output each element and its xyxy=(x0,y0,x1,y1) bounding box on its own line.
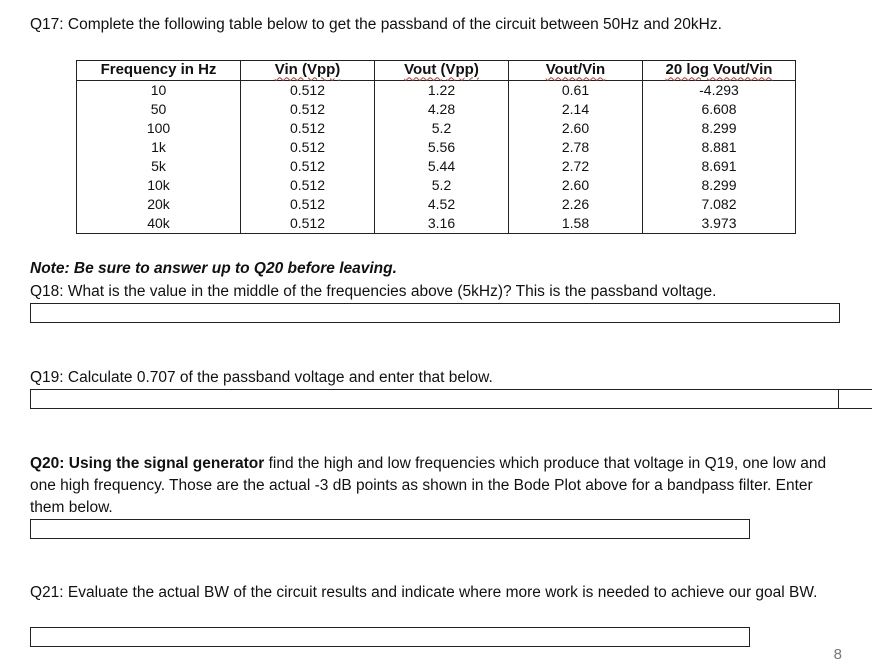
page-number: 8 xyxy=(833,646,842,663)
table-cell: 5.44 xyxy=(375,157,509,176)
table-cell: 10 xyxy=(77,81,241,101)
header-vout: Vout (Vpp) xyxy=(375,61,509,81)
table-row xyxy=(77,100,796,119)
table-cell: 0.512 xyxy=(241,100,375,119)
q19-answer-field[interactable] xyxy=(30,389,840,409)
question-17-text: Q17: Complete the following table below to get the passband of the circuit between 50Hz and 20kHz. xyxy=(30,16,722,33)
table-cell: 8.881 xyxy=(643,138,796,157)
table-cell: 6.608 xyxy=(643,100,796,119)
table-row xyxy=(77,176,796,195)
question-20-text xyxy=(30,453,850,519)
table-cell: -4.293 xyxy=(643,81,796,101)
table-row xyxy=(77,157,796,176)
header-db: 20 log Vout/Vin xyxy=(643,61,796,81)
question-18-text: Q18: What is the value in the middle of the frequencies above (5kHz)? This is the passband voltage. xyxy=(30,283,717,300)
table-cell: 4.52 xyxy=(375,195,509,214)
table-row xyxy=(77,138,796,157)
question-19-text: Q19: Calculate 0.707 of the passband voltage and enter that below. xyxy=(30,369,493,386)
q20-instructions: find the high and low frequencies which produce that voltage in Q19, one low and one high frequency. Those are the actual -3 dB points as shown in the Bode Plot above for a bandpass filter. Enter them below. xyxy=(30,455,827,516)
table-cell: 5k xyxy=(77,157,241,176)
table-row xyxy=(77,195,796,214)
table-cell: 5.2 xyxy=(375,176,509,195)
table-cell: 8.691 xyxy=(643,157,796,176)
header-ratio: Vout/Vin xyxy=(509,61,643,81)
table-cell: 0.512 xyxy=(241,176,375,195)
header-vin: Vin (Vpp) xyxy=(241,61,375,81)
table-cell: 2.72 xyxy=(509,157,643,176)
q19-answer-field-overflow xyxy=(838,389,872,409)
table-row xyxy=(77,214,796,234)
measurement-table xyxy=(76,60,796,234)
q20-answer-field[interactable] xyxy=(30,519,750,539)
table-cell: 1.58 xyxy=(509,214,643,234)
table-cell: 5.56 xyxy=(375,138,509,157)
table-cell: 0.512 xyxy=(241,81,375,101)
table-cell: 2.14 xyxy=(509,100,643,119)
table-cell: 2.78 xyxy=(509,138,643,157)
table-cell: 3.16 xyxy=(375,214,509,234)
header-frequency: Frequency in Hz xyxy=(77,61,241,81)
q21-answer-field[interactable] xyxy=(30,627,750,647)
table-cell: 2.26 xyxy=(509,195,643,214)
question-21-text: Q21: Evaluate the actual BW of the circuit results and indicate where more work is needed to achieve our goal BW. xyxy=(30,584,818,601)
table-cell: 100 xyxy=(77,119,241,138)
table-cell: 3.973 xyxy=(643,214,796,234)
table-cell: 0.512 xyxy=(241,138,375,157)
table-cell: 40k xyxy=(77,214,241,234)
table-cell: 0.512 xyxy=(241,157,375,176)
table-cell: 1k xyxy=(77,138,241,157)
table-cell: 0.61 xyxy=(509,81,643,101)
table-cell: 8.299 xyxy=(643,119,796,138)
table-header-row xyxy=(77,61,796,81)
table-cell: 0.512 xyxy=(241,195,375,214)
q20-bold-lead: Q20: Using the signal generator xyxy=(30,455,265,472)
table-row xyxy=(77,81,796,101)
table-cell: 7.082 xyxy=(643,195,796,214)
table-cell: 5.2 xyxy=(375,119,509,138)
table-cell: 20k xyxy=(77,195,241,214)
note-text: Note: Be sure to answer up to Q20 before leaving. xyxy=(30,260,397,277)
table-cell: 8.299 xyxy=(643,176,796,195)
q18-answer-field[interactable] xyxy=(30,303,840,323)
table-row xyxy=(77,119,796,138)
table-cell: 2.60 xyxy=(509,119,643,138)
table-cell: 2.60 xyxy=(509,176,643,195)
table-cell: 50 xyxy=(77,100,241,119)
table-cell: 0.512 xyxy=(241,119,375,138)
table-cell: 1.22 xyxy=(375,81,509,101)
table-cell: 10k xyxy=(77,176,241,195)
table-cell: 4.28 xyxy=(375,100,509,119)
table-cell: 0.512 xyxy=(241,214,375,234)
